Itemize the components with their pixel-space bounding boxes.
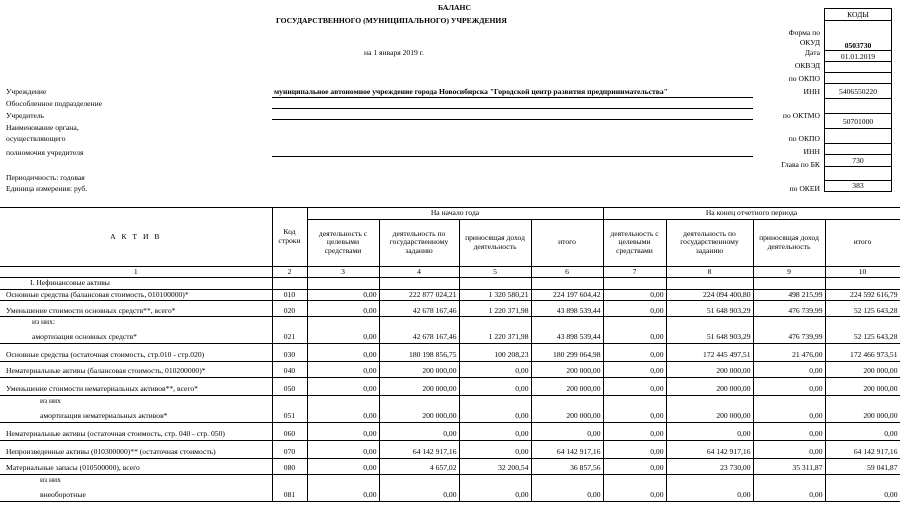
row-value: 180 299 064,98 [531, 343, 603, 361]
row-value: 200 000,00 [666, 361, 753, 377]
row-value: 0,00 [307, 395, 379, 422]
unit: Единица измерения: руб. [6, 184, 88, 193]
row-name: Непроизведенные активы (010300000)** (остаточная стоимость) [0, 440, 272, 458]
table-row [0, 395, 900, 422]
row-code: 020 [272, 301, 307, 317]
row-value: 0,00 [603, 301, 666, 317]
row-value: 1 220 371,98 [459, 301, 531, 317]
row-value: 0,00 [307, 343, 379, 361]
col-number: 3 [307, 266, 379, 278]
row-value: 172 466 973,51 [825, 343, 900, 361]
row-value: 0,00 [379, 474, 459, 501]
table-row [0, 343, 900, 361]
subheader: итого [825, 219, 900, 266]
row-name-prefix: из них: [32, 317, 55, 327]
row-value: 200 000,00 [531, 361, 603, 377]
row-value: 0,00 [307, 301, 379, 317]
row-value: 0,00 [307, 422, 379, 440]
row-value: 21 476,00 [753, 343, 825, 361]
code-cell-inn: 5406550220 [825, 84, 892, 99]
row-value: 0,00 [459, 395, 531, 422]
row-value: 51 648 903,29 [666, 317, 753, 343]
row-name-prefix: из них [40, 396, 61, 406]
row-value: 0,00 [603, 422, 666, 440]
label-okpo: по ОКПО [788, 74, 820, 83]
row-value: 0,00 [307, 440, 379, 458]
row-name: Нематериальные активы (балансовая стоимость, 010200000)* [0, 361, 272, 377]
row-value: 0,00 [459, 474, 531, 501]
row-code: 010 [272, 289, 307, 301]
label-okud: ОКУД [799, 38, 820, 47]
row-value: 4 657,02 [379, 458, 459, 474]
row-value: 172 445 497,51 [666, 343, 753, 361]
row-value: 200 000,00 [379, 395, 459, 422]
row-value: 100 208,23 [459, 343, 531, 361]
row-value: 0,00 [753, 361, 825, 377]
row-name-prefix: из них [40, 475, 61, 485]
label-organ-3: полномочия учредителя [6, 148, 84, 157]
row-name-sub: внеоборотные [40, 489, 86, 499]
row-value: 200 000,00 [825, 361, 900, 377]
row-value: 64 142 917,16 [666, 440, 753, 458]
row-value: 42 678 167,46 [379, 301, 459, 317]
row-value: 42 678 167,46 [379, 317, 459, 343]
row-code: 030 [272, 343, 307, 361]
row-value: 200 000,00 [825, 377, 900, 395]
label-okpo-2: по ОКПО [788, 134, 820, 143]
row-value: 0,00 [307, 289, 379, 301]
row-value: 200 000,00 [379, 361, 459, 377]
row-value: 200 000,00 [666, 377, 753, 395]
col-number: 7 [603, 266, 666, 278]
underline [272, 108, 753, 109]
row-value: 43 898 539,44 [531, 317, 603, 343]
row-value: 35 311,87 [753, 458, 825, 474]
row-value: 224 197 604,42 [531, 289, 603, 301]
table-row [0, 361, 900, 377]
row-value: 0,00 [603, 474, 666, 501]
row-value: 200 000,00 [531, 377, 603, 395]
col-number: 5 [459, 266, 531, 278]
col-number: 1 [0, 266, 272, 278]
section-row [0, 278, 900, 290]
row-value: 64 142 917,16 [379, 440, 459, 458]
row-value: 0,00 [666, 422, 753, 440]
col-number: 2 [272, 266, 307, 278]
label-uchreditel: Учредитель [6, 111, 45, 120]
report-date: на 1 января 2019 г. [364, 48, 424, 57]
label-forma: Форма по [788, 28, 820, 37]
row-value: 0,00 [603, 395, 666, 422]
row-value: 59 041,87 [825, 458, 900, 474]
code-cell [825, 99, 892, 114]
code-cell-oktmo: 50701000 [825, 114, 892, 129]
row-value: 0,00 [825, 422, 900, 440]
col-number: 4 [379, 266, 459, 278]
row-code: 050 [272, 377, 307, 395]
row-value: 0,00 [459, 377, 531, 395]
row-value: 0,00 [666, 474, 753, 501]
header-code: Код строки [272, 208, 307, 267]
row-value: 0,00 [603, 458, 666, 474]
row-value: 476 739,99 [753, 317, 825, 343]
row-name-sub: амортизация нематериальных активов* [40, 410, 168, 420]
row-value: 0,00 [307, 474, 379, 501]
row-code: 040 [272, 361, 307, 377]
label-glava-bk: Глава по БК [781, 160, 820, 169]
row-value: 0,00 [603, 343, 666, 361]
underline [272, 119, 753, 120]
subheader: итого [531, 219, 603, 266]
row-value: 476 739,99 [753, 301, 825, 317]
row-value: 64 142 917,16 [825, 440, 900, 458]
row-value: 52 125 643,28 [825, 317, 900, 343]
header-begin: На начало года [307, 208, 603, 220]
row-name: Материальные запасы (010500000), всего [0, 458, 272, 474]
row-value: 64 142 917,16 [531, 440, 603, 458]
row-value: 200 000,00 [531, 395, 603, 422]
code-cell [825, 144, 892, 155]
code-cell-glava: 730 [825, 155, 892, 166]
row-name: Основные средства (балансовая стоимость, 010100000)* [0, 289, 272, 301]
row-value: 0,00 [459, 440, 531, 458]
row-value: 36 857,56 [531, 458, 603, 474]
code-cell [825, 73, 892, 84]
row-value: 51 648 903,29 [666, 301, 753, 317]
row-code: 070 [272, 440, 307, 458]
row-value: 0,00 [459, 422, 531, 440]
row-value: 0,00 [379, 422, 459, 440]
row-value: 0,00 [603, 289, 666, 301]
header-aktiv: А К Т И В [0, 208, 272, 267]
col-number: 6 [531, 266, 603, 278]
row-value: 1 220 371,98 [459, 317, 531, 343]
table-row [0, 317, 900, 343]
label-obosob: Обособленное подразделение [6, 99, 103, 108]
code-cell [825, 166, 892, 180]
subheader: приносящая доход деятельность [753, 219, 825, 266]
doc-title: БАЛАНС [438, 3, 471, 12]
header-end: На конец отчетного периода [603, 208, 900, 220]
row-code: 081 [272, 474, 307, 501]
row-value: 180 198 856,75 [379, 343, 459, 361]
row-value: 0,00 [753, 440, 825, 458]
row-value: 0,00 [307, 458, 379, 474]
code-cell [825, 21, 892, 41]
label-uchrezhdenie: Учреждение [6, 87, 47, 96]
row-value: 0,00 [603, 317, 666, 343]
underline [272, 97, 753, 98]
row-name: Уменьшение стоимости нематериальных активов**, всего* [0, 377, 272, 395]
row-name: Нематериальные активы (остаточная стоимость, стр. 040 - стр. 050) [0, 422, 272, 440]
row-value: 0,00 [753, 474, 825, 501]
table-row [0, 301, 900, 317]
row-value: 200 000,00 [666, 395, 753, 422]
underline [272, 156, 753, 157]
row-value: 0,00 [753, 377, 825, 395]
row-value: 1 320 580,21 [459, 289, 531, 301]
row-value: 0,00 [753, 395, 825, 422]
row-value: 0,00 [307, 317, 379, 343]
row-code: 051 [272, 395, 307, 422]
row-name [0, 317, 272, 343]
row-value: 32 200,54 [459, 458, 531, 474]
code-cell-okei: 383 [825, 180, 892, 191]
row-code: 021 [272, 317, 307, 343]
col-number: 8 [666, 266, 753, 278]
table-row [0, 377, 900, 395]
balance-table [0, 207, 900, 502]
subheader: приносящая доход деятельность [459, 219, 531, 266]
label-okved: ОКВЭД [794, 61, 820, 70]
label-organ-1: Наименование органа, [6, 123, 79, 132]
table-row [0, 422, 900, 440]
table-row [0, 458, 900, 474]
column-numbers-row [0, 266, 900, 278]
row-name: Уменьшение стоимости основных средств**, всего* [0, 301, 272, 317]
row-name: Основные средства (остаточная стоимость, стр.010 - стр.020) [0, 343, 272, 361]
section-title: I. Нефинансовые активы [0, 278, 272, 290]
label-okei: по ОКЕИ [789, 184, 820, 193]
code-cell-okud: 0503730 [825, 40, 892, 51]
code-cell [825, 62, 892, 73]
row-value: 0,00 [753, 422, 825, 440]
row-value: 52 125 643,28 [825, 301, 900, 317]
row-value: 222 877 024,21 [379, 289, 459, 301]
uchrezhdenie-value: муниципальное автономное учреждение города Новосибирска "Городской центр развития предпринимательства" [274, 87, 668, 96]
row-value: 498 215,99 [753, 289, 825, 301]
codes-header: КОДЫ [825, 9, 892, 21]
code-cell-date: 01.01.2019 [825, 51, 892, 62]
subheader: деятельность по государственному заданию [666, 219, 753, 266]
table-row [0, 474, 900, 501]
codes-table [824, 8, 892, 192]
col-number: 10 [825, 266, 900, 278]
table-row [0, 440, 900, 458]
row-value: 0,00 [603, 361, 666, 377]
subheader: деятельность с целевыми средствами [603, 219, 666, 266]
row-name-sub: амортизация основных средств* [32, 331, 137, 341]
label-oktmo: по ОКТМО [782, 111, 820, 120]
row-value: 224 094 400,80 [666, 289, 753, 301]
row-value: 200 000,00 [825, 395, 900, 422]
row-value: 0,00 [459, 361, 531, 377]
row-value: 0,00 [531, 422, 603, 440]
code-cell [825, 129, 892, 144]
row-code: 060 [272, 422, 307, 440]
row-value: 0,00 [531, 474, 603, 501]
label-inn: ИНН [803, 87, 820, 96]
periodicity: Периодичность: годовая [6, 173, 85, 182]
subheader: деятельность с целевыми средствами [307, 219, 379, 266]
table-row [0, 289, 900, 301]
row-value: 0,00 [825, 474, 900, 501]
label-organ-2: осуществляющего [6, 134, 66, 143]
row-value: 23 730,00 [666, 458, 753, 474]
row-value: 0,00 [603, 377, 666, 395]
subheader: деятельность по государственному заданию [379, 219, 459, 266]
row-value: 200 000,00 [379, 377, 459, 395]
row-code: 080 [272, 458, 307, 474]
row-value: 224 592 616,79 [825, 289, 900, 301]
row-value: 0,00 [307, 361, 379, 377]
row-name [0, 474, 272, 501]
row-value: 0,00 [603, 440, 666, 458]
row-value: 0,00 [307, 377, 379, 395]
label-inn-2: ИНН [803, 147, 820, 156]
label-date: Дата [804, 48, 820, 57]
row-name [0, 395, 272, 422]
doc-subtitle: ГОСУДАРСТВЕННОГО (МУНИЦИПАЛЬНОГО) УЧРЕЖДЕНИЯ [276, 16, 507, 25]
col-number: 9 [753, 266, 825, 278]
row-value: 43 898 539,44 [531, 301, 603, 317]
